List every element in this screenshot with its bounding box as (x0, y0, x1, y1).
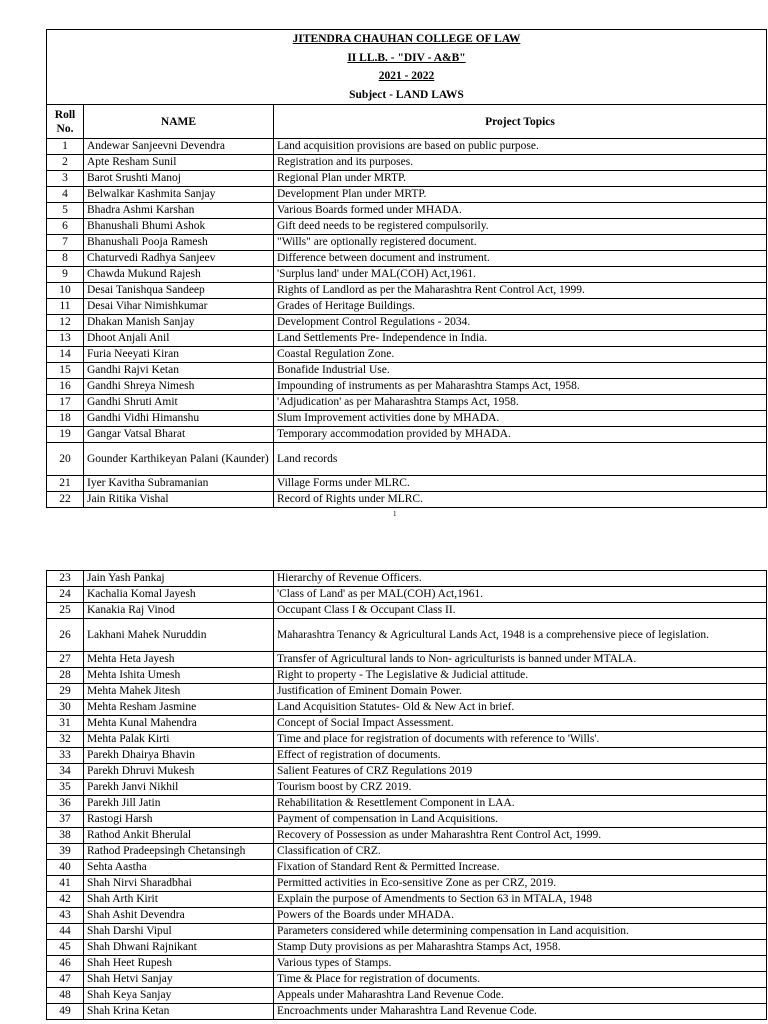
table-row (47, 876, 767, 892)
name-cell: Gandhi Shreya Nimesh (84, 379, 274, 395)
roll-cell: 26 (47, 619, 84, 652)
topic-cell: Transfer of Agricultural lands to Non- agriculturists is banned under MTALA. (274, 652, 767, 668)
name-cell: Mehta Resham Jasmine (84, 700, 274, 716)
table-row (47, 139, 767, 155)
topic-cell: Record of Rights under MLRC. (274, 492, 767, 508)
name-cell: Rathod Ankit Bherulal (84, 828, 274, 844)
topic-cell: Bonafide Industrial Use. (274, 363, 767, 379)
name-cell: Kachalia Komal Jayesh (84, 587, 274, 603)
topic-cell: Gift deed needs to be registered compulsorily. (274, 219, 767, 235)
name-cell: Desai Vihar Nimishkumar (84, 299, 274, 315)
table-row (47, 219, 767, 235)
topic-cell: Temporary accommodation provided by MHADA. (274, 427, 767, 443)
topic-cell: 'Class of Land' as per MAL(COH) Act,1961. (274, 587, 767, 603)
table-row (47, 844, 767, 860)
table-row (47, 828, 767, 844)
name-cell: Mehta Kunal Mahendra (84, 716, 274, 732)
topic-cell: Occupant Class I & Occupant Class II. (274, 603, 767, 619)
name-cell: Kanakia Raj Vinod (84, 603, 274, 619)
name-cell: Gangar Vatsal Bharat (84, 427, 274, 443)
topic-cell: Land acquisition provisions are based on public purpose. (274, 139, 767, 155)
topic-cell: Explain the purpose of Amendments to Section 63 in MTALA, 1948 (274, 892, 767, 908)
name-cell: Desai Tanishqua Sandeep (84, 283, 274, 299)
name-cell: Mehta Palak Kirti (84, 732, 274, 748)
table-row (47, 267, 767, 283)
roll-cell: 25 (47, 603, 84, 619)
project-topics-table-page-1 (46, 29, 767, 508)
column-header-row (47, 105, 767, 139)
name-cell: Mehta Ishita Umesh (84, 668, 274, 684)
table-row (47, 603, 767, 619)
name-cell: Bhanushali Pooja Ramesh (84, 235, 274, 251)
topic-cell: Classification of CRZ. (274, 844, 767, 860)
topic-cell: "Wills" are optionally registered document. (274, 235, 767, 251)
roll-cell: 9 (47, 267, 84, 283)
table-row (47, 956, 767, 972)
table-row (47, 299, 767, 315)
roll-cell: 32 (47, 732, 84, 748)
table-row (47, 940, 767, 956)
roll-cell: 13 (47, 331, 84, 347)
table-row (47, 796, 767, 812)
subject-title: Subject - LAND LAWS (349, 88, 464, 101)
topic-cell: Tourism boost by CRZ 2019. (274, 780, 767, 796)
topic-cell: 'Adjudication' as per Maharashtra Stamps Act, 1958. (274, 395, 767, 411)
roll-cell: 7 (47, 235, 84, 251)
topic-cell: Land records (274, 443, 767, 476)
topic-cell: Rights of Landlord as per the Maharashtra Rent Control Act, 1999. (274, 283, 767, 299)
name-cell: Furia Neeyati Kiran (84, 347, 274, 363)
topic-cell: Time and place for registration of documents with reference to 'Wills'. (274, 732, 767, 748)
topic-cell: Powers of the Boards under MHADA. (274, 908, 767, 924)
table-row (47, 1004, 767, 1020)
roll-cell: 36 (47, 796, 84, 812)
topic-column-header: Project Topics (274, 105, 767, 139)
document-header (47, 30, 767, 105)
table-row (47, 283, 767, 299)
table-row (47, 251, 767, 267)
roll-cell: 31 (47, 716, 84, 732)
roll-cell: 19 (47, 427, 84, 443)
roll-cell: 37 (47, 812, 84, 828)
roll-cell: 10 (47, 283, 84, 299)
table-row (47, 427, 767, 443)
name-cell: Shah Darshi Vipul (84, 924, 274, 940)
topic-cell: Slum Improvement activities done by MHADA. (274, 411, 767, 427)
topic-cell: Time & Place for registration of documents. (274, 972, 767, 988)
name-cell: Jain Yash Pankaj (84, 571, 274, 587)
name-cell: Dhoot Anjali Anil (84, 331, 274, 347)
table-row (47, 668, 767, 684)
name-cell: Shah Krina Ketan (84, 1004, 274, 1020)
roll-cell: 41 (47, 876, 84, 892)
table-row (47, 571, 767, 587)
topic-cell: Land Acquisition Statutes- Old & New Act in brief. (274, 700, 767, 716)
roll-cell: 8 (47, 251, 84, 267)
roll-column-header: Roll No. (47, 105, 84, 139)
name-cell: Chawda Mukund Rajesh (84, 267, 274, 283)
roll-cell: 15 (47, 363, 84, 379)
roll-cell: 3 (47, 171, 84, 187)
name-cell: Rathod Pradeepsingh Chetansingh (84, 844, 274, 860)
topic-cell: Regional Plan under MRTP. (274, 171, 767, 187)
roll-cell: 45 (47, 940, 84, 956)
name-cell: Chaturvedi Radhya Sanjeev (84, 251, 274, 267)
name-cell: Shah Keya Sanjay (84, 988, 274, 1004)
table-row (47, 171, 767, 187)
document-header-row (47, 30, 767, 105)
table-row (47, 363, 767, 379)
name-cell: Shah Hetvi Sanjay (84, 972, 274, 988)
topic-cell: Registration and its purposes. (274, 155, 767, 171)
name-cell: Parekh Dhairya Bhavin (84, 748, 274, 764)
roll-cell: 44 (47, 924, 84, 940)
roll-cell: 38 (47, 828, 84, 844)
name-cell: Parekh Dhruvi Mukesh (84, 764, 274, 780)
name-cell: Belwalkar Kashmita Sanjay (84, 187, 274, 203)
topic-cell: Effect of registration of documents. (274, 748, 767, 764)
roll-cell: 30 (47, 700, 84, 716)
name-cell: Apte Resham Sunil (84, 155, 274, 171)
table-row (47, 235, 767, 251)
academic-year: 2021 - 2022 (378, 70, 435, 82)
name-cell: Parekh Jill Jatin (84, 796, 274, 812)
project-topics-table-page-2 (46, 570, 767, 1020)
topic-cell: Justification of Eminent Domain Power. (274, 684, 767, 700)
topic-cell: Permitted activities in Eco-sensitive Zone as per CRZ, 2019. (274, 876, 767, 892)
table-row (47, 972, 767, 988)
name-cell: Gounder Karthikeyan Palani (Kaunder) (84, 443, 274, 476)
name-cell: Iyer Kavitha Subramanian (84, 476, 274, 492)
topic-cell: Grades of Heritage Buildings. (274, 299, 767, 315)
topic-cell: Recovery of Possession as under Maharashtra Rent Control Act, 1999. (274, 828, 767, 844)
name-cell: Bhanushali Bhumi Ashok (84, 219, 274, 235)
name-cell: Mehta Heta Jayesh (84, 652, 274, 668)
topic-cell: Development Plan under MRTP. (274, 187, 767, 203)
name-cell: Shah Nirvi Sharadbhai (84, 876, 274, 892)
topic-cell: Encroachments under Maharashtra Land Revenue Code. (274, 1004, 767, 1020)
roll-cell: 11 (47, 299, 84, 315)
name-cell: Mehta Mahek Jitesh (84, 684, 274, 700)
name-cell: Parekh Janvi Nikhil (84, 780, 274, 796)
topic-cell: Land Settlements Pre- Independence in India. (274, 331, 767, 347)
topic-cell: 'Surplus land' under MAL(COH) Act,1961. (274, 267, 767, 283)
table-row (47, 892, 767, 908)
roll-cell: 28 (47, 668, 84, 684)
name-cell: Gandhi Rajvi Ketan (84, 363, 274, 379)
topic-cell: Development Control Regulations - 2034. (274, 315, 767, 331)
topic-cell: Various types of Stamps. (274, 956, 767, 972)
table-row (47, 187, 767, 203)
roll-cell: 29 (47, 684, 84, 700)
name-column-header: NAME (84, 105, 274, 139)
table-row (47, 395, 767, 411)
name-cell: Sehta Aastha (84, 860, 274, 876)
table-row (47, 443, 767, 476)
table-row (47, 716, 767, 732)
table-row (47, 812, 767, 828)
table-body-page-1 (47, 139, 767, 508)
roll-cell: 33 (47, 748, 84, 764)
roll-cell: 49 (47, 1004, 84, 1020)
table-row (47, 764, 767, 780)
roll-cell: 23 (47, 571, 84, 587)
roll-cell: 12 (47, 315, 84, 331)
name-cell: Shah Dhwani Rajnikant (84, 940, 274, 956)
topic-cell: Right to property - The Legislative & Judicial attitude. (274, 668, 767, 684)
name-cell: Jain Ritika Vishal (84, 492, 274, 508)
topic-cell: Appeals under Maharashtra Land Revenue Code. (274, 988, 767, 1004)
name-cell: Shah Arth Kirit (84, 892, 274, 908)
name-cell: Bhadra Ashmi Karshan (84, 203, 274, 219)
topic-cell: Concept of Social Impact Assessment. (274, 716, 767, 732)
table-row (47, 860, 767, 876)
roll-cell: 48 (47, 988, 84, 1004)
topic-cell: Various Boards formed under MHADA. (274, 203, 767, 219)
roll-cell: 20 (47, 443, 84, 476)
name-cell: Shah Ashit Devendra (84, 908, 274, 924)
topic-cell: Maharashtra Tenancy & Agricultural Lands Act, 1948 is a comprehensive piece of legislation. (274, 619, 767, 652)
topic-cell: Hierarchy of Revenue Officers. (274, 571, 767, 587)
roll-cell: 4 (47, 187, 84, 203)
table-row (47, 315, 767, 331)
roll-cell: 27 (47, 652, 84, 668)
roll-cell: 40 (47, 860, 84, 876)
name-cell: Shah Heet Rupesh (84, 956, 274, 972)
roll-cell: 5 (47, 203, 84, 219)
roll-cell: 35 (47, 780, 84, 796)
table-row (47, 732, 767, 748)
class-division: II LL.B. - "DIV - A&B" (347, 51, 466, 64)
topic-cell: Payment of compensation in Land Acquisitions. (274, 812, 767, 828)
topic-cell: Village Forms under MLRC. (274, 476, 767, 492)
table-row (47, 476, 767, 492)
name-cell: Rastogi Harsh (84, 812, 274, 828)
table-row (47, 988, 767, 1004)
roll-cell: 47 (47, 972, 84, 988)
table-row (47, 411, 767, 427)
roll-cell: 6 (47, 219, 84, 235)
topic-cell: Fixation of Standard Rent & Permitted Increase. (274, 860, 767, 876)
topic-cell: Coastal Regulation Zone. (274, 347, 767, 363)
roll-cell: 1 (47, 139, 84, 155)
topic-cell: Impounding of instruments as per Maharashtra Stamps Act, 1958. (274, 379, 767, 395)
table-row (47, 492, 767, 508)
table-row (47, 347, 767, 363)
table-row (47, 155, 767, 171)
roll-cell: 16 (47, 379, 84, 395)
table-row (47, 908, 767, 924)
topic-cell: Stamp Duty provisions as per Maharashtra Stamps Act, 1958. (274, 940, 767, 956)
roll-cell: 46 (47, 956, 84, 972)
name-cell: Gandhi Vidhi Himanshu (84, 411, 274, 427)
name-cell: Lakhani Mahek Nuruddin (84, 619, 274, 652)
table-row (47, 203, 767, 219)
table-row (47, 924, 767, 940)
table-row (47, 619, 767, 652)
roll-cell: 14 (47, 347, 84, 363)
topic-cell: Difference between document and instrument. (274, 251, 767, 267)
table-row (47, 780, 767, 796)
table-row (47, 379, 767, 395)
topic-cell: Salient Features of CRZ Regulations 2019 (274, 764, 767, 780)
roll-cell: 2 (47, 155, 84, 171)
table-row (47, 652, 767, 668)
table-row (47, 700, 767, 716)
roll-cell: 21 (47, 476, 84, 492)
table-body-page-2 (47, 571, 767, 1020)
name-cell: Gandhi Shruti Amit (84, 395, 274, 411)
table-row (47, 331, 767, 347)
table-row (47, 748, 767, 764)
topic-cell: Rehabilitation & Resettlement Component in LAA. (274, 796, 767, 812)
roll-cell: 22 (47, 492, 84, 508)
roll-cell: 43 (47, 908, 84, 924)
roll-cell: 18 (47, 411, 84, 427)
name-cell: Barot Srushti Manoj (84, 171, 274, 187)
roll-cell: 34 (47, 764, 84, 780)
roll-cell: 42 (47, 892, 84, 908)
roll-cell: 24 (47, 587, 84, 603)
page-number: 1 (393, 510, 397, 518)
topic-cell: Parameters considered while determining compensation in Land acquisition. (274, 924, 767, 940)
table-row (47, 684, 767, 700)
name-cell: Andewar Sanjeevni Devendra (84, 139, 274, 155)
table-row (47, 587, 767, 603)
roll-cell: 17 (47, 395, 84, 411)
college-name: JITENDRA CHAUHAN COLLEGE OF LAW (292, 33, 521, 45)
name-cell: Dhakan Manish Sanjay (84, 315, 274, 331)
roll-cell: 39 (47, 844, 84, 860)
